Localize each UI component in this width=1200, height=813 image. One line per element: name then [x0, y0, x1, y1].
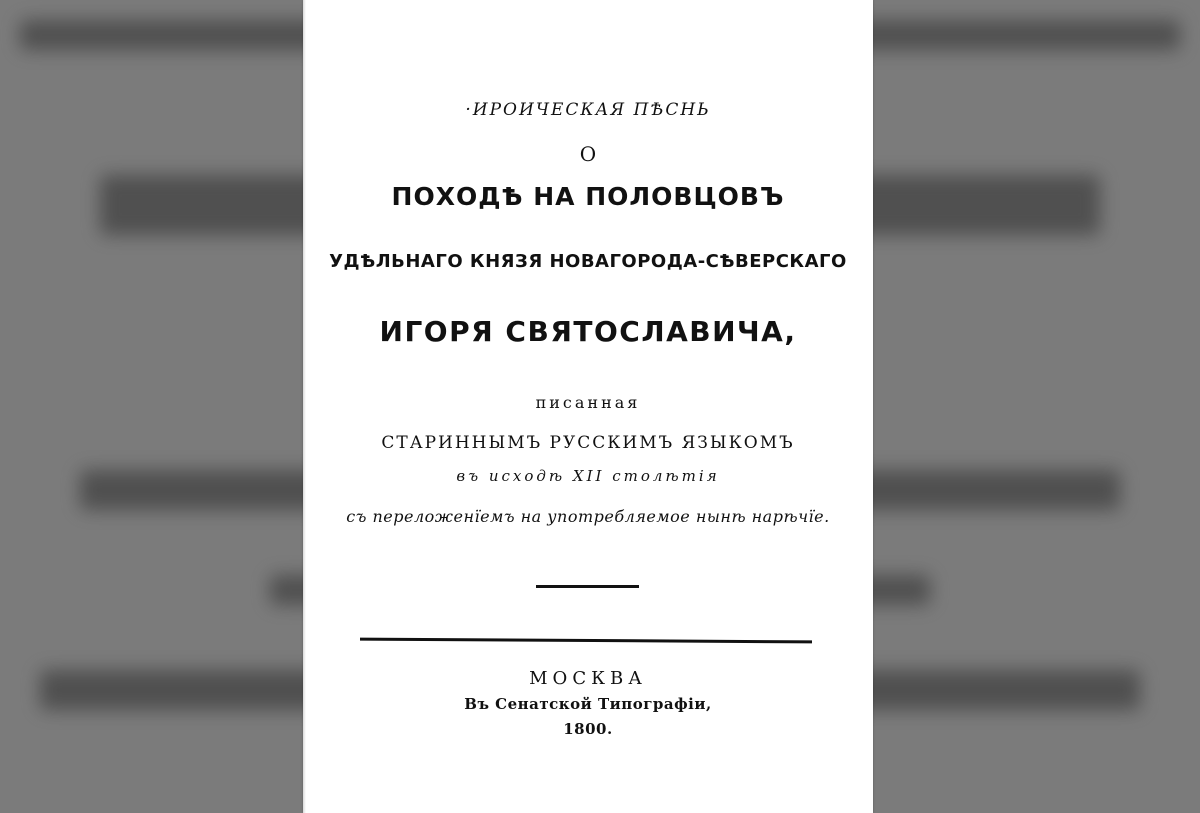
subtitle-century: въ исходѣ XII столѣтія — [456, 467, 720, 485]
short-divider — [536, 585, 639, 588]
subtitle-translation: съ переложенїемъ на употребляемое нынѣ нарѣчїе. — [346, 507, 830, 526]
title-preposition: О — [579, 142, 597, 166]
subtitle-language: СТАРИННЫМЪ РУССКИМЪ ЯЗЫКОМЪ — [381, 433, 795, 453]
imprint-city: МОСКВА — [529, 668, 647, 689]
book-title-page — [303, 0, 873, 813]
title-campaign: ПОХОДѢ НА ПОЛОВЦОВЪ — [391, 182, 785, 211]
title-prince-line: УДѢЛЬНАГО КНЯЗЯ НОВАГОРОДА-СѢВЕРСКАГО — [329, 251, 847, 272]
long-divider — [360, 638, 812, 644]
imprint-press: Въ Сенатской Типографіи, — [464, 695, 712, 713]
title-heroic-song: ·ИРОИЧЕСКАЯ ПѢСНЬ — [465, 100, 711, 120]
imprint-year: 1800. — [563, 720, 613, 738]
title-igor-name: ИГОРЯ СВЯТОСЛАВИЧА, — [379, 315, 797, 348]
subtitle-written: писанная — [535, 393, 641, 412]
